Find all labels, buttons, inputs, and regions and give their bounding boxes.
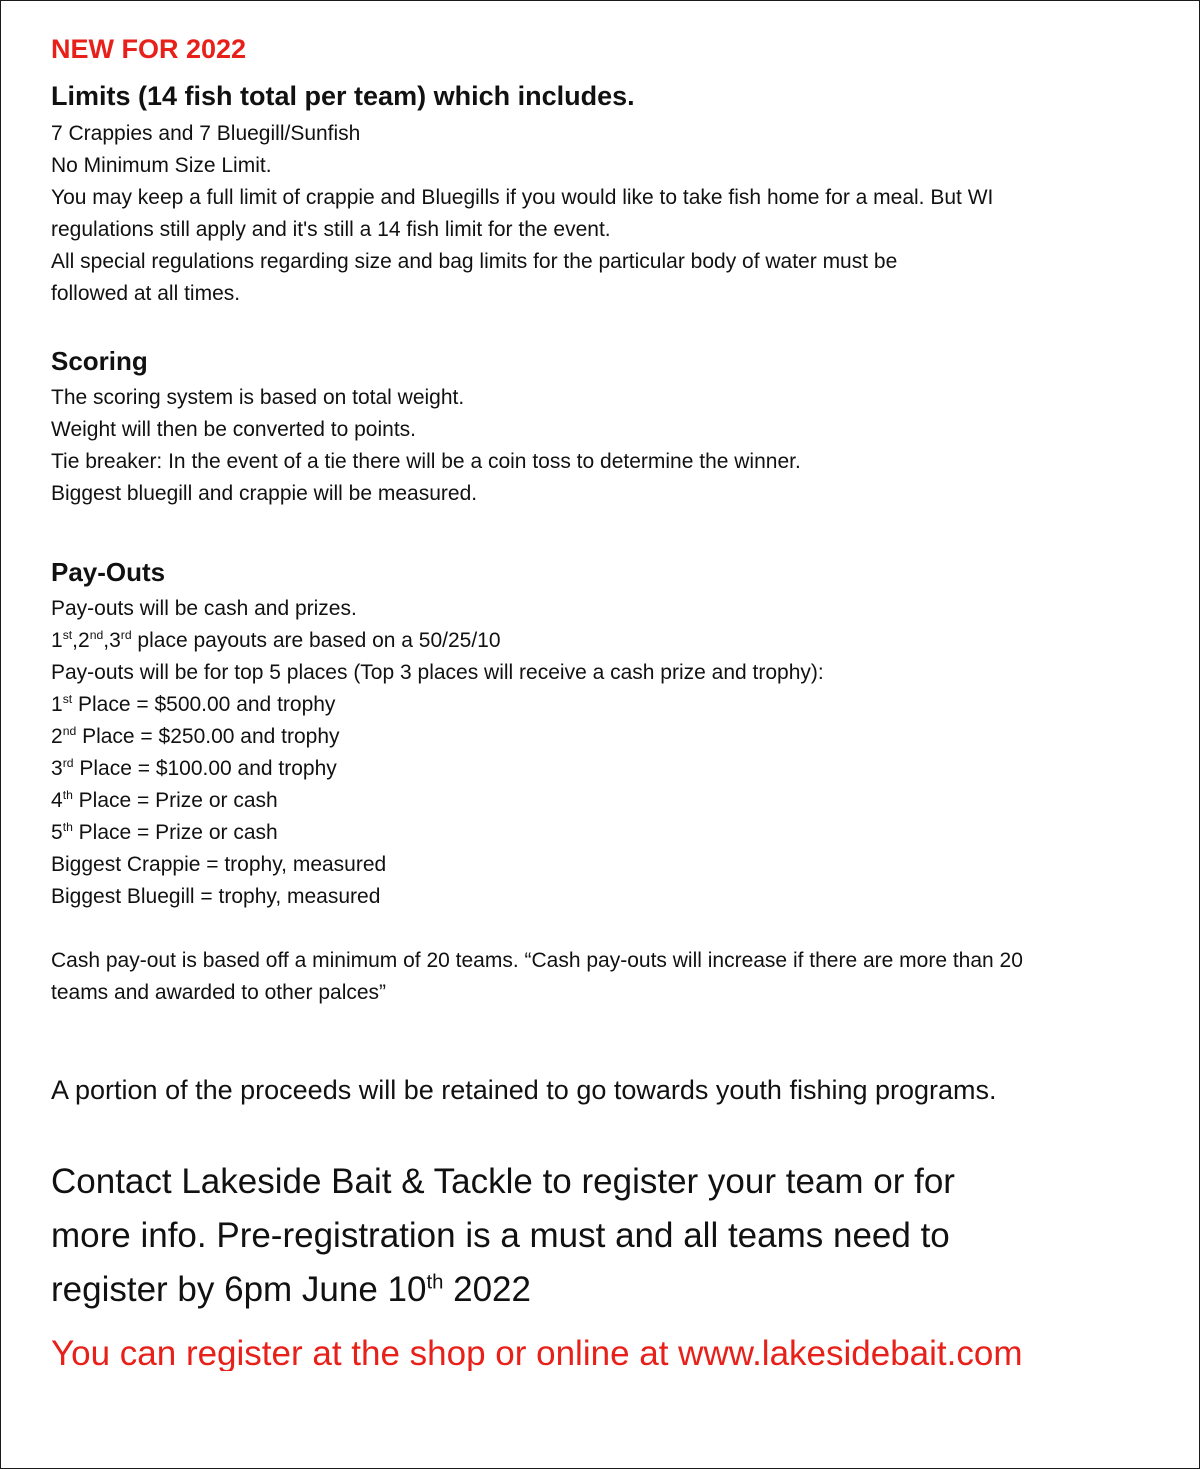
limits-line-6: followed at all times. [51,282,241,305]
contact-deadline-suffix: th [426,1271,444,1294]
split-first-suffix: st [62,628,73,642]
place-text: Place = $100.00 and trophy [73,757,337,780]
split-third-num: 3 [109,629,121,652]
new-for-2022-heading: NEW FOR 2022 [51,34,247,64]
place-row [51,817,278,849]
biggest-crappie-line: Biggest Crappie = trophy, measured [51,853,387,876]
place-number: 5 [51,821,63,844]
place-suffix: nd [62,724,77,738]
place-suffix: th [62,788,73,802]
contact-deadline-year: 2022 [443,1270,531,1309]
register-statement: You can register at the shop or online at www.lakesidebait.com [51,1334,1023,1371]
limits-line-5: All special regulations regarding size and bag limits for the particular body of water must be [51,250,898,273]
place-row [51,785,278,817]
scoring-line-1: The scoring system is based on total weight. [51,386,465,409]
register-line-clip [51,1319,1191,1371]
scoring-line-2: Weight will then be converted to points. [51,418,416,441]
split-rest: place payouts are based on a 50/25/10 [131,629,501,652]
limits-line-3: You may keep a full limit of crappie and Bluegills if you would like to take fish home for a meal. But WI [51,186,994,209]
place-row [51,721,340,753]
place-number: 2 [51,725,63,748]
cash-payout-line-1: Cash pay-out is based off a minimum of 20 teams. “Cash pay-outs will increase if there are more than 20 [51,949,1023,972]
payouts-heading: Pay-Outs [51,557,166,587]
scoring-heading: Scoring [51,346,148,376]
place-text: Place = $500.00 and trophy [72,693,336,716]
place-row [51,689,335,721]
limits-line-2: No Minimum Size Limit. [51,154,272,177]
limits-line-4: regulations still apply and it's still a 14 fish limit for the event. [51,218,611,241]
scoring-line-4: Biggest bluegill and crappie will be measured. [51,482,478,505]
limits-line-1: 7 Crappies and 7 Bluegill/Sunfish [51,122,361,145]
cash-payout-line-2: teams and awarded to other palces” [51,981,387,1004]
split-second-suffix: nd [89,628,104,642]
place-text: Place = Prize or cash [72,789,278,812]
split-third-suffix: rd [120,628,132,642]
payouts-line-3: Pay-outs will be for top 5 places (Top 3 places will receive a cash prize and trophy): [51,661,824,684]
contact-line-1: Contact Lakeside Bait & Tackle to register your team or for [51,1162,955,1201]
place-suffix: th [62,820,73,834]
limits-heading: Limits (14 fish total per team) which includes. [51,81,635,111]
proceeds-statement: A portion of the proceeds will be retained to go towards youth fishing programs. [51,1075,997,1105]
place-number: 3 [51,757,63,780]
place-number: 1 [51,693,63,716]
contact-line-2: more info. Pre-registration is a must and all teams need to [51,1216,950,1255]
payouts-line-1: Pay-outs will be cash and prizes. [51,597,357,620]
split-second-num: 2 [78,629,90,652]
place-text: Place = Prize or cash [72,821,278,844]
payouts-split-line [51,625,501,657]
split-comma-2: , [103,629,110,652]
place-number: 4 [51,789,63,812]
contact-deadline-text: register by 6pm June 10 [51,1270,427,1309]
contact-line-3 [51,1263,531,1317]
place-suffix: st [62,692,73,706]
biggest-bluegill-line: Biggest Bluegill = trophy, measured [51,885,381,908]
place-row [51,753,337,785]
place-suffix: rd [62,756,74,770]
split-comma-1: , [72,629,78,652]
scoring-line-3: Tie breaker: In the event of a tie there will be a coin toss to determine the winner. [51,450,801,473]
split-first-num: 1 [51,629,63,652]
place-text: Place = $250.00 and trophy [76,725,340,748]
